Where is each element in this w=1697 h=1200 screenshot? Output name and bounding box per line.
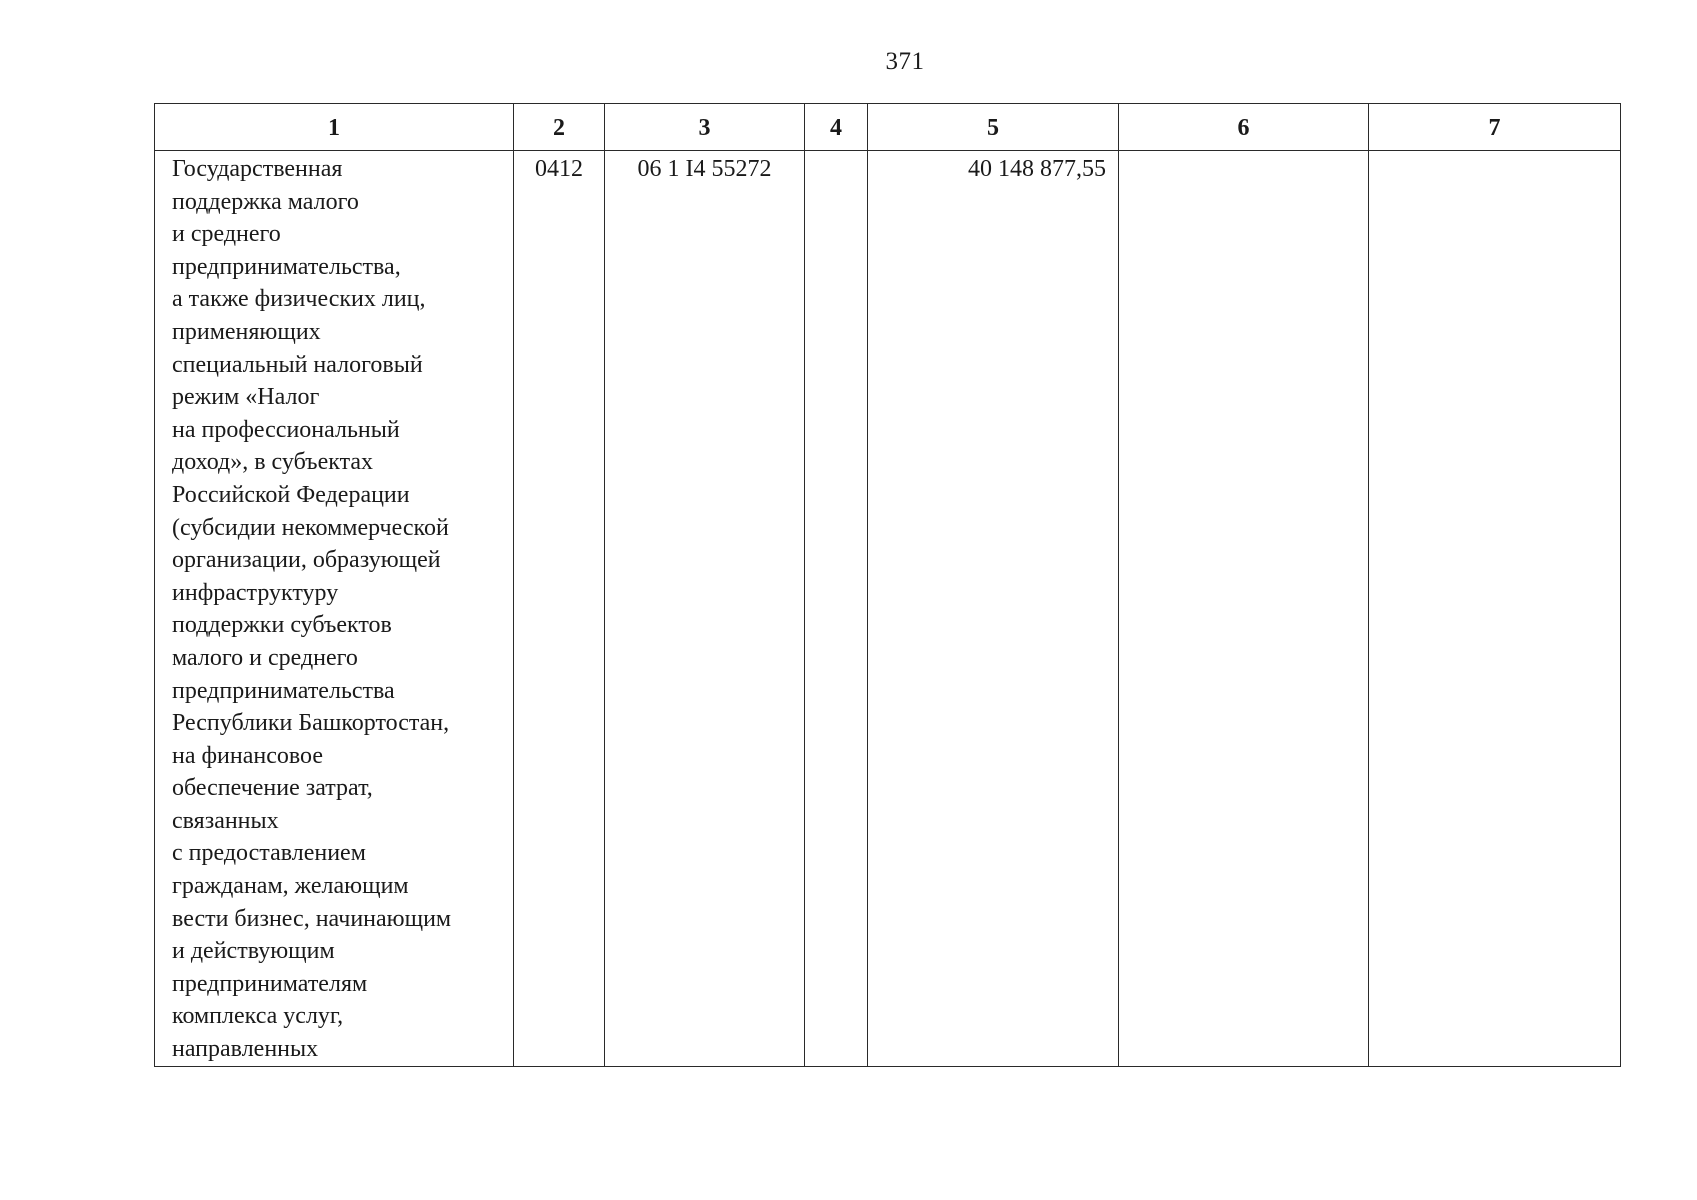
name-line: и действующим xyxy=(172,938,335,965)
col7-cell xyxy=(1369,151,1621,1067)
name-line: с предоставлением xyxy=(172,840,366,867)
section-code-cell: 0412 xyxy=(514,151,605,1067)
name-line: специальный налоговый xyxy=(172,351,423,378)
header-col-2: 2 xyxy=(514,104,605,151)
name-line: поддержка малого xyxy=(172,188,359,215)
name-line: (субсидии некоммерческой xyxy=(172,514,449,541)
header-col-5: 5 xyxy=(868,104,1119,151)
header-col-1: 1 xyxy=(155,104,514,151)
amount-cell: 40 148 877,55 xyxy=(868,151,1119,1067)
name-line: применяющих xyxy=(172,318,321,345)
name-line: комплекса услуг, xyxy=(172,1003,344,1030)
name-line: поддержки субъектов xyxy=(172,612,392,639)
table-header-row xyxy=(155,104,1621,151)
header-col-4: 4 xyxy=(805,104,868,151)
row-name-cell xyxy=(155,151,514,1067)
name-line: на финансовое xyxy=(172,742,323,769)
name-line: Российской Федерации xyxy=(172,481,410,508)
name-line: организации, образующей xyxy=(172,547,441,574)
name-line: режим «Налог xyxy=(172,384,320,411)
budget-table xyxy=(154,103,1621,1067)
header-col-6: 6 xyxy=(1119,104,1369,151)
name-line: направленных xyxy=(172,1036,319,1063)
name-line: предпринимательства, xyxy=(172,253,401,280)
name-line: вести бизнес, начинающим xyxy=(172,905,452,932)
page-number: 371 xyxy=(885,48,925,75)
header-col-7: 7 xyxy=(1369,104,1621,151)
name-line: малого и среднего xyxy=(172,644,358,671)
name-line: Государственная xyxy=(172,156,343,182)
expense-type-cell xyxy=(805,151,868,1067)
name-line: на профессиональный xyxy=(172,416,400,443)
target-article-cell: 06 1 I4 55272 xyxy=(605,151,805,1067)
name-line: связанных xyxy=(172,807,279,834)
col6-cell xyxy=(1119,151,1369,1067)
name-line: и среднего xyxy=(172,221,281,248)
name-line: обеспечение затрат, xyxy=(172,775,373,802)
header-col-3: 3 xyxy=(605,104,805,151)
name-line: инфраструктуру xyxy=(172,579,339,606)
name-line: гражданам, желающим xyxy=(172,873,409,900)
name-line: предпринимательства xyxy=(172,677,395,704)
table-row xyxy=(155,151,1621,1067)
name-line: Республики Башкортостан, xyxy=(172,710,450,737)
name-line: предпринимателям xyxy=(172,970,368,997)
name-line: доход», в субъектах xyxy=(172,449,374,476)
name-line: а также физических лиц, xyxy=(172,286,426,313)
